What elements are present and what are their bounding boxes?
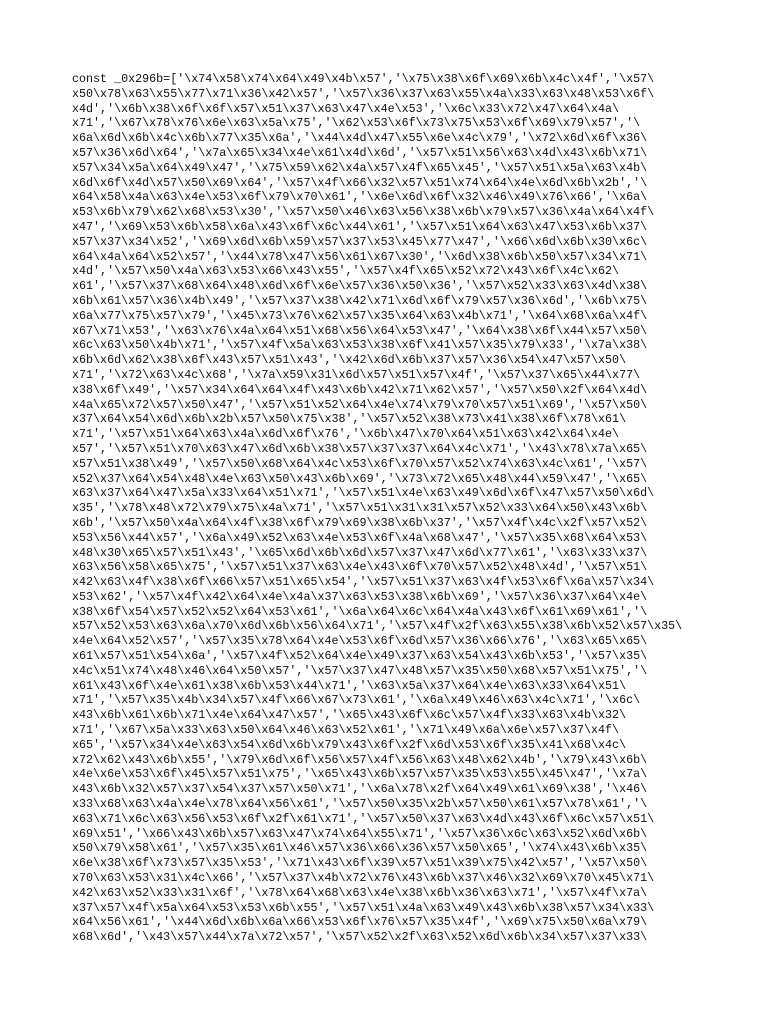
code-line: x61','\x57\x37\x68\x64\x48\x6d\x6f\x6e\x57\x36\x50\x36','\x57\x52\x33\x63\x4d\x38\ (72, 279, 648, 294)
code-line: x6a\x77\x75\x57\x79','\x45\x73\x76\x62\x57\x35\x64\x63\x4b\x71','\x64\x68\x6a\x4f\ (72, 308, 648, 323)
code-line: x50\x78\x63\x55\x77\x71\x36\x42\x57','\x57\x36\x37\x63\x55\x4a\x33\x63\x48\x53\x6f\ (72, 86, 655, 101)
code-line: x64\x4a\x64\x52\x57','\x44\x78\x47\x56\x61\x67\x30','\x6d\x38\x6b\x50\x57\x34\x71\ (72, 249, 648, 264)
code-line: x48\x30\x65\x57\x51\x43','\x65\x6d\x6b\x6d\x57\x37\x47\x6d\x77\x61','\x63\x33\x37\ (72, 545, 648, 560)
code-line: x4a\x65\x72\x57\x50\x47','\x57\x51\x52\x64\x4e\x74\x79\x70\x57\x51\x69','\x57\x50\ (72, 397, 648, 412)
code-line: x68\x6d','\x43\x57\x44\x7a\x72\x57','\x57\x52\x2f\x63\x52\x6d\x6b\x34\x57\x37\x33\ (72, 930, 648, 945)
code-line: x35','\x78\x48\x72\x79\x75\x4a\x71','\x57\x51\x31\x31\x57\x52\x33\x64\x50\x43\x6b\ (72, 501, 648, 516)
code-line: x42\x63\x4f\x38\x6f\x66\x57\x51\x65\x54','\x57\x51\x37\x63\x4f\x53\x6f\x6a\x57\x34\ (72, 575, 655, 590)
code-line: x63\x56\x58\x65\x75','\x57\x51\x37\x63\x4e\x43\x6f\x70\x57\x52\x48\x4d','\x57\x51\ (72, 560, 648, 575)
code-line: x6d\x6f\x4d\x57\x50\x69\x64','\x57\x4f\x66\x32\x57\x51\x74\x64\x4e\x6d\x6b\x2b','\ (72, 175, 648, 190)
code-line: x57\x52\x53\x63\x6a\x70\x6d\x6b\x56\x64\x71','\x57\x4f\x2f\x63\x55\x38\x6b\x52\x57\x35\ (72, 619, 683, 634)
code-line: x6b\x61\x57\x36\x4b\x49','\x57\x37\x38\x42\x71\x6d\x6f\x79\x57\x36\x6d','\x6b\x75\ (72, 293, 648, 308)
code-line: x4c\x51\x74\x48\x46\x64\x50\x57','\x57\x37\x47\x48\x57\x35\x50\x68\x57\x51\x75','\ (72, 663, 648, 678)
code-line: x65','\x57\x34\x4e\x63\x54\x6d\x6b\x79\x43\x6f\x2f\x6d\x53\x6f\x35\x41\x68\x4c\ (72, 737, 627, 752)
code-line: x33\x68\x63\x4a\x4e\x78\x64\x56\x61','\x57\x50\x35\x2b\x57\x50\x61\x57\x78\x61','\ (72, 797, 648, 812)
code-line: x6b','\x57\x50\x4a\x64\x4f\x38\x6f\x79\x69\x38\x6b\x37','\x57\x4f\x4c\x2f\x57\x52\ (72, 515, 648, 530)
code-line: x6c\x63\x50\x4b\x71','\x57\x4f\x5a\x63\x53\x38\x6f\x41\x57\x35\x79\x33','\x7a\x38\ (72, 338, 648, 353)
code-line: x6a\x6d\x6b\x4c\x6b\x77\x35\x6a','\x44\x4d\x47\x55\x6e\x4c\x79','\x72\x6d\x6f\x36\ (72, 131, 648, 146)
code-line: x4e\x6e\x53\x6f\x45\x57\x51\x75','\x65\x43\x6b\x57\x57\x35\x53\x55\x45\x47','\x7a\ (72, 767, 648, 782)
code-line: x37\x64\x54\x6d\x6b\x2b\x57\x50\x75\x38','\x57\x52\x38\x73\x41\x38\x6f\x78\x61\ (72, 412, 627, 427)
code-line: x67\x71\x53','\x63\x76\x4a\x64\x51\x68\x56\x64\x53\x47','\x64\x38\x6f\x44\x57\x50\ (72, 323, 648, 338)
code-line: x71','\x57\x51\x64\x63\x4a\x6d\x6f\x76','\x6b\x47\x70\x64\x51\x63\x42\x64\x4e\ (72, 427, 620, 442)
code-line: x4d','\x57\x50\x4a\x63\x53\x66\x43\x55','\x57\x4f\x65\x52\x72\x43\x6f\x4c\x62\ (72, 264, 620, 279)
code-line: x37\x57\x4f\x5a\x64\x53\x53\x6b\x55','\x57\x51\x4a\x63\x49\x43\x6b\x38\x57\x34\x33\ (72, 900, 655, 915)
code-line: x71','\x67\x78\x76\x6e\x63\x5a\x75','\x62\x53\x6f\x73\x75\x53\x6f\x69\x79\x57','\ (72, 116, 641, 131)
code-line: x43\x6b\x32\x57\x37\x54\x37\x57\x50\x71','\x6a\x78\x2f\x64\x49\x61\x69\x38','\x46\ (72, 782, 648, 797)
code-line: x6b\x6d\x62\x38\x6f\x43\x57\x51\x43','\x42\x6d\x6b\x37\x57\x36\x54\x47\x57\x50\ (72, 353, 627, 368)
code-line: x57','\x57\x51\x70\x63\x47\x6d\x6b\x38\x57\x37\x37\x64\x4c\x71','\x43\x78\x7a\x65\ (72, 441, 648, 456)
code-line: x69\x51','\x66\x43\x6b\x57\x63\x47\x74\x64\x55\x71','\x57\x36\x6c\x63\x52\x6d\x6b\ (72, 826, 648, 841)
code-line: x57\x34\x5a\x64\x49\x47','\x75\x59\x62\x4a\x57\x4f\x65\x45','\x57\x51\x5a\x63\x4b\ (72, 160, 648, 175)
code-line: x53\x6b\x79\x62\x68\x53\x30','\x57\x50\x46\x63\x56\x38\x6b\x79\x57\x36\x4a\x64\x4f\ (72, 205, 655, 220)
code-line: const _0x296b=['\x74\x58\x74\x64\x49\x4b\x57','\x75\x38\x6f\x69\x6b\x4c\x4f','\x57\ (72, 72, 655, 86)
code-line: x61\x57\x51\x54\x6a','\x57\x4f\x52\x64\x4e\x49\x37\x63\x54\x43\x6b\x53','\x57\x35\ (72, 649, 648, 664)
code-line: x47','\x69\x53\x6b\x58\x6a\x43\x6f\x6c\x44\x61','\x57\x51\x64\x63\x47\x53\x6b\x37\ (72, 219, 648, 234)
code-line: x64\x56\x61','\x44\x6d\x6b\x6a\x66\x53\x6f\x76\x57\x35\x4f','\x69\x75\x50\x6a\x79\ (72, 915, 648, 930)
code-line: x57\x51\x38\x49','\x57\x50\x68\x64\x4c\x53\x6f\x70\x57\x52\x74\x63\x4c\x61','\x57\ (72, 456, 648, 471)
code-line: x64\x58\x4a\x63\x4e\x53\x6f\x79\x70\x61','\x6e\x6d\x6f\x32\x46\x49\x76\x66','\x6a\ (72, 190, 648, 205)
code-line: x71','\x72\x63\x4c\x68','\x7a\x59\x31\x6d\x57\x51\x57\x4f','\x57\x37\x65\x44\x77\ (72, 367, 641, 382)
code-line: x4d','\x6b\x38\x6f\x6f\x57\x51\x37\x63\x47\x4e\x53','\x6c\x33\x72\x47\x64\x4a\ (72, 101, 620, 116)
code-line: x63\x71\x6c\x63\x56\x53\x6f\x2f\x61\x71','\x57\x50\x37\x63\x4d\x43\x6f\x6c\x57\x51\ (72, 811, 655, 826)
code-line: x38\x6f\x54\x57\x52\x52\x64\x53\x61','\x6a\x64\x6c\x64\x4a\x43\x6f\x61\x69\x61','\ (72, 604, 648, 619)
code-line: x42\x63\x52\x33\x31\x6f','\x78\x64\x68\x63\x4e\x38\x6b\x36\x63\x71','\x57\x4f\x7a\ (72, 885, 648, 900)
code-line: x57\x36\x6d\x64','\x7a\x65\x34\x4e\x61\x4d\x6d','\x57\x51\x56\x63\x4d\x43\x6b\x71\ (72, 145, 648, 160)
code-line: x53\x56\x44\x57','\x6a\x49\x52\x63\x4e\x53\x6f\x4a\x68\x47','\x57\x35\x68\x64\x53\ (72, 530, 648, 545)
code-line: x38\x6f\x49','\x57\x34\x64\x64\x4f\x43\x6b\x42\x71\x62\x57','\x57\x50\x2f\x64\x4d\ (72, 382, 648, 397)
code-document (72, 72, 702, 945)
code-line: x71','\x57\x35\x4b\x34\x57\x4f\x66\x67\x73\x61','\x6a\x49\x46\x63\x4c\x71','\x6c\ (72, 693, 641, 708)
code-line: x63\x37\x64\x47\x5a\x33\x64\x51\x71','\x57\x51\x4e\x63\x49\x6d\x6f\x47\x57\x50\x6d\ (72, 486, 655, 501)
code-line: x50\x79\x58\x61','\x57\x35\x61\x46\x57\x36\x66\x36\x57\x50\x65','\x74\x43\x6b\x35\ (72, 841, 648, 856)
code-line: x57\x37\x34\x52','\x69\x6d\x6b\x59\x57\x37\x53\x45\x77\x47','\x66\x6d\x6b\x30\x6c\ (72, 234, 648, 249)
code-line: x72\x62\x43\x6b\x55','\x79\x6d\x6f\x56\x57\x4f\x56\x63\x48\x62\x4b','\x79\x43\x6b\ (72, 752, 648, 767)
code-line: x61\x43\x6f\x4e\x61\x38\x6b\x53\x44\x71','\x63\x5a\x37\x64\x4e\x63\x33\x64\x51\ (72, 678, 627, 693)
code-line: x53\x62','\x57\x4f\x42\x64\x4e\x4a\x37\x63\x53\x38\x6b\x69','\x57\x36\x37\x64\x4e\ (72, 589, 648, 604)
code-line: x6e\x38\x6f\x73\x57\x35\x53','\x71\x43\x6f\x39\x57\x51\x39\x75\x42\x57','\x57\x50\ (72, 856, 648, 871)
code-line: x52\x37\x64\x54\x48\x4e\x63\x50\x43\x6b\x69','\x73\x72\x65\x48\x44\x59\x47','\x65\ (72, 471, 648, 486)
code-line: x71','\x67\x5a\x33\x63\x50\x64\x46\x63\x52\x61','\x71\x49\x6a\x6e\x57\x37\x4f\ (72, 723, 620, 738)
code-line: x70\x63\x53\x31\x4c\x66','\x57\x37\x4b\x72\x76\x43\x6b\x37\x46\x32\x69\x70\x45\x71\ (72, 871, 655, 886)
code-line: x43\x6b\x61\x6b\x71\x4e\x64\x47\x57','\x65\x43\x6f\x6c\x57\x4f\x33\x63\x4b\x32\ (72, 708, 627, 723)
code-line: x4e\x64\x52\x57','\x57\x35\x78\x64\x4e\x53\x6f\x6d\x57\x36\x66\x76','\x63\x65\x65\ (72, 634, 648, 649)
